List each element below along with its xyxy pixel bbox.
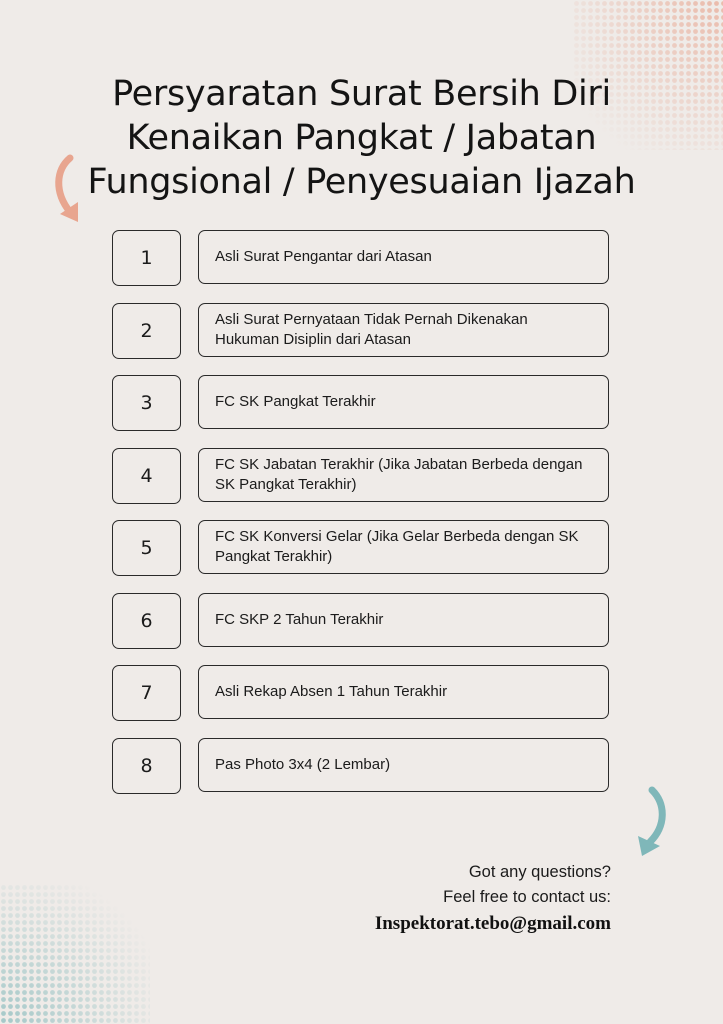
item-text: Asli Rekap Absen 1 Tahun Terakhir (198, 665, 609, 719)
list-item (112, 665, 612, 721)
item-number: 7 (112, 665, 181, 721)
item-text: FC SK Pangkat Terakhir (198, 375, 609, 429)
contact-email[interactable]: Inspektorat.tebo@gmail.com (374, 913, 611, 934)
item-text: FC SK Konversi Gelar (Jika Gelar Berbeda dengan SK Pangkat Terakhir) (198, 520, 609, 574)
curved-arrow-down-left-icon (632, 786, 674, 858)
list-item (112, 375, 612, 431)
item-text: FC SKP 2 Tahun Terakhir (198, 593, 609, 647)
item-text: FC SK Jabatan Terakhir (Jika Jabatan Berbeda dengan SK Pangkat Terakhir) (198, 448, 609, 502)
item-number: 4 (112, 448, 181, 504)
item-number: 6 (112, 593, 181, 649)
title-line-3: Fungsional / Penyesuaian Ijazah (87, 162, 636, 202)
list-item (112, 230, 612, 286)
page-title (40, 72, 683, 204)
title-line-2: Kenaikan Pangkat / Jabatan (126, 118, 597, 158)
requirements-list (112, 230, 612, 810)
list-item (112, 303, 612, 359)
list-item (112, 593, 612, 649)
list-item (112, 520, 612, 576)
list-item (112, 448, 612, 504)
halftone-dots-bottom-left (0, 884, 150, 1024)
contact-line-2: Feel free to contact us: (443, 888, 611, 906)
item-number: 2 (112, 303, 181, 359)
curved-arrow-down-icon (48, 152, 90, 228)
item-number: 3 (112, 375, 181, 431)
item-text: Asli Surat Pernyataan Tidak Pernah Dikenakan Hukuman Disiplin dari Atasan (198, 303, 609, 357)
item-text: Asli Surat Pengantar dari Atasan (198, 230, 609, 284)
list-item (112, 738, 612, 794)
contact-line-1: Got any questions? (468, 863, 611, 881)
title-line-1: Persyaratan Surat Bersih Diri (112, 74, 611, 114)
item-text: Pas Photo 3x4 (2 Lembar) (198, 738, 609, 792)
contact-prompt (443, 860, 611, 910)
item-number: 8 (112, 738, 181, 794)
item-number: 5 (112, 520, 181, 576)
item-number: 1 (112, 230, 181, 286)
